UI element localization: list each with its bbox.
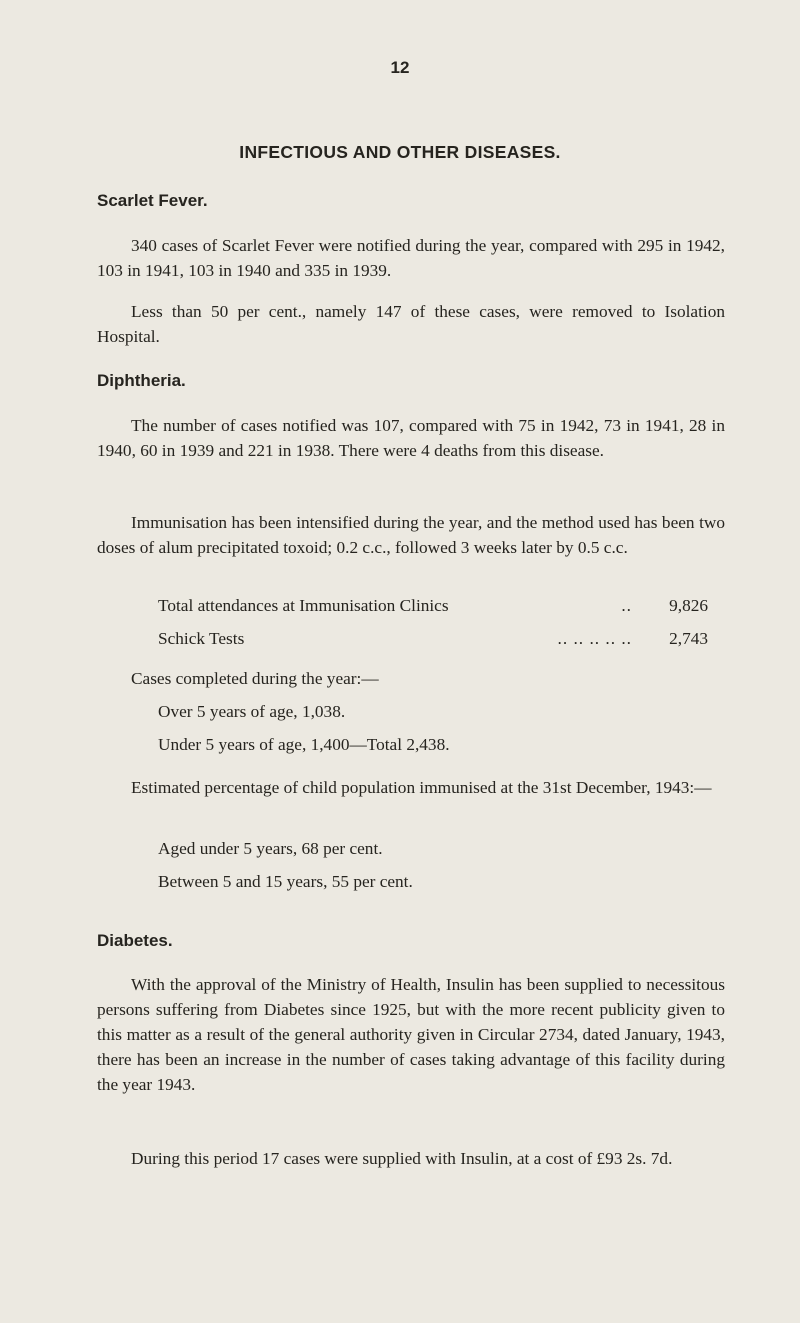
table-row [158,629,708,649]
paragraph-diabetes-cost: During this period 17 cases were supplied with Insulin, at a cost of £93 2s. 7d. [131,1149,673,1168]
paragraph-diphtheria-notified: The number of cases notified was 107, compared with 75 in 1942, 73 in 1941, 28 in 1940, 60 in 1939 and 221 in 1938. There were 4 deaths from this disease. [97,416,725,460]
paragraph-scarlet-fever-removed: Less than 50 per cent., namely 147 of these cases, were removed to Isolation Hospital. [97,302,725,346]
leader-dots: .. [621,596,632,615]
cases-under-5: Under 5 years of age, 1,400—Total 2,438. [158,735,450,754]
leader-dots: .. .. .. .. .. [557,629,632,648]
cases-over-5: Over 5 years of age, 1,038. [158,702,346,721]
aged-under-5-percent: Aged under 5 years, 68 per cent. [158,839,383,858]
cases-completed-intro: Cases completed during the year:— [131,669,379,688]
table-row-value: 2,743 [669,629,708,648]
table-row-value: 9,826 [669,596,708,615]
paragraph-diphtheria-immunisation: Immunisation has been intensified during the year, and the method used has been two doses of alum precipitated toxoid; 0.2 c.c., followed 3 weeks later by 0.5 c.c. [97,513,725,557]
section-heading-diphtheria: Diphtheria. [97,371,186,390]
between-5-15-percent: Between 5 and 15 years, 55 per cent. [158,872,413,891]
table-row [158,596,708,616]
page-title: INFECTIOUS AND OTHER DISEASES. [239,142,561,162]
paragraph-diabetes-insulin: With the approval of the Ministry of Health, Insulin has been supplied to necessitous persons suffering from Diabetes since 1925, but with the more recent publicity given to this matter as a result of the general authority given in Circular 2734, dated January, 1943, there has been an increase in the number of cases taking advantage of this facility during the year 1943. [97,975,725,1094]
paragraph-immunised-estimate: Estimated percentage of child population immunised at the 31st December, 1943:— [131,778,712,797]
page-number: 12 [390,58,410,77]
paragraph-scarlet-fever-notified: 340 cases of Scarlet Fever were notified during the year, compared with 295 in 1942, 103 in 1941, 103 in 1940 and 335 in 1939. [97,236,725,280]
table-row-label: Schick Tests [158,629,245,648]
table-row-label: Total attendances at Immunisation Clinics [158,596,449,615]
section-heading-diabetes: Diabetes. [97,931,173,950]
section-heading-scarlet-fever: Scarlet Fever. [97,191,208,210]
